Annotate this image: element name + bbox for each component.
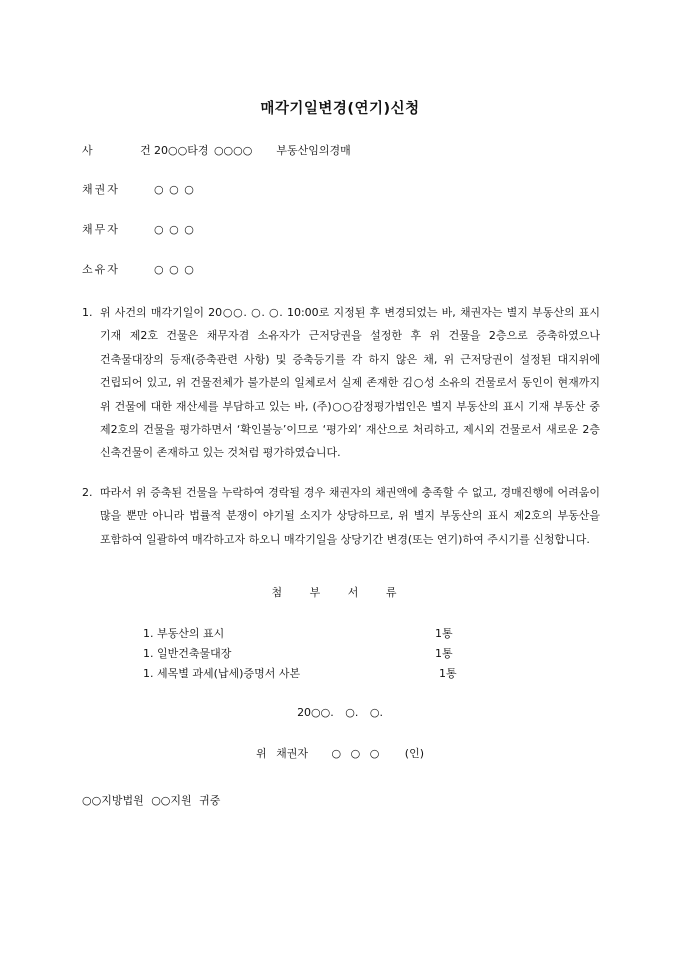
- applicant-name: ○ ○ ○: [331, 747, 380, 760]
- page-title: 매각기일변경(연기)신청: [260, 101, 420, 117]
- applicant-line: [0, 745, 680, 761]
- attachment-item: [143, 666, 463, 682]
- case-number: 20○○타경 ○○○○: [154, 144, 253, 157]
- filing-date: 20○○. ○. ○.: [297, 706, 383, 719]
- attachments-heading: 첨 부 서 류: [271, 586, 409, 599]
- debtor-label: 채무자: [82, 223, 120, 236]
- owner-label: 소유자: [82, 263, 120, 276]
- attachment-name: 1. 일반건축물대장: [143, 647, 232, 660]
- debtor-field: [82, 222, 194, 238]
- applicant-role: 위 채권자: [255, 747, 308, 760]
- attachment-qty: 1통: [439, 667, 457, 680]
- owner-field: [82, 262, 194, 278]
- creditor-field: [82, 182, 194, 198]
- paragraph-text: 위 사건의 매각기일이 20○○. ○. ○. 10:00로 지정된 후 변경되었는 바, 채권자는 별지 부동산의 표시 기재 제2호 건물은 채무자겸 소유자가 근저당권을 설정한 후 위 건물을 2층으로 증축하였으나 건축물대장의 등재(증축관련 사항) 및 증축등기를 각 하지 않은 채, 위 근저당권이 설정된 대지위에 건립되어 있고, 위 건물전체가 불가분의 일체로서 실제 존재한 김○성 소유의 건물로서 동인이 현재까지 위 건물에 대한 재산세를 부담하고 있는 바, (주)○○감정평가법인은 별지 부동산의 표시 기재 부동산 중 제2호의 건물을 평가하면서 ‘확인불능’이므로 ‘평가외’ 재산으로 처리하고, 제시외 건물로서 새로운 2층 신축건물이 존재하고 있는 것처럼 평가하였습니다.: [100, 306, 600, 460]
- paragraph-number: 2.: [82, 486, 93, 499]
- applicant-seal: (인): [404, 747, 425, 760]
- owner-name: ○ ○ ○: [154, 263, 194, 276]
- paragraph-1: [82, 301, 600, 465]
- attachment-item: [143, 646, 463, 662]
- creditor-label: 채권자: [82, 183, 120, 196]
- paragraph-2: [82, 481, 600, 551]
- attachment-qty: 1통: [435, 627, 453, 640]
- case-label: 사 건: [82, 144, 173, 157]
- paragraph-text: 따라서 위 증축된 건물을 누락하여 경락될 경우 채권자의 채권액에 충족할 수 없고, 경매진행에 어려움이 많을 뿐만 아니라 법률적 분쟁이 야기될 소지가 상당하므로, 위 별지 부동산의 표시 제2호의 부동산을 포함하여 일괄하여 매각하고자 하오니 매각기일을 상당기간 변경(또는 연기)하여 주시기를 신청합니다.: [100, 486, 600, 546]
- attachment-name: 1. 세목별 과세(납세)증명서 사본: [143, 667, 301, 680]
- attachment-item: [143, 626, 463, 642]
- paragraph-number: 1.: [82, 306, 93, 319]
- attachment-qty: 1통: [435, 647, 453, 660]
- case-field: [82, 143, 351, 159]
- debtor-name: ○ ○ ○: [154, 223, 194, 236]
- attachment-name: 1. 부동산의 표시: [143, 627, 225, 640]
- case-type: 부동산임의경매: [276, 144, 351, 157]
- court-addressee: ○○지방법원 ○○지원 귀중: [82, 794, 221, 807]
- creditor-name: ○ ○ ○: [154, 183, 194, 196]
